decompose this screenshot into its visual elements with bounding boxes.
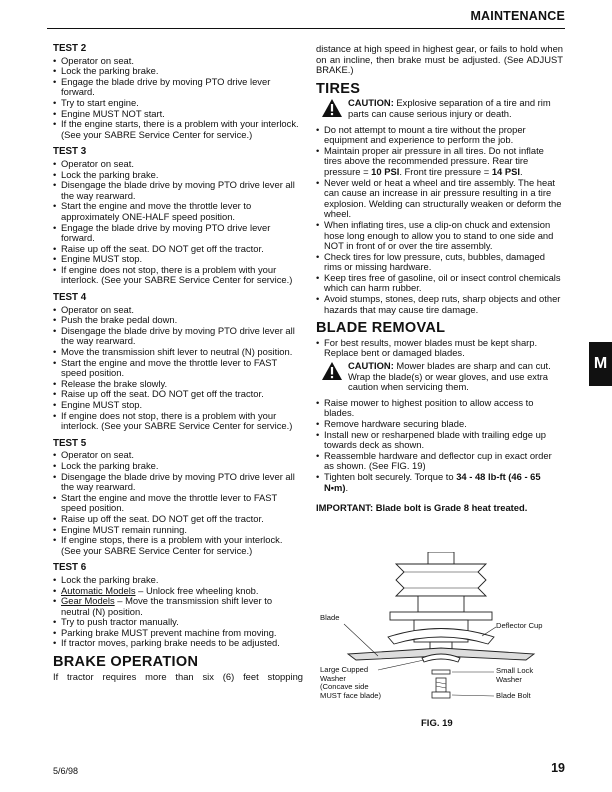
list-item: • If the engine starts, there is a problem with your interlock. (See your SABRE Service Center for service.) [53,119,303,140]
torque-value: 34 - 48 lb-ft (46 - 65 N•m) [324,470,541,493]
brake-operation-heading: BRAKE OPERATION [53,654,199,671]
list-item: • For best results, mower blades must be kept sharp. Replace bent or damaged blades. [316,338,563,359]
warning-triangle-icon [322,362,342,380]
tires-caution [316,98,563,119]
list-item: • When inflating tires, use a clip-on chuck and extension hose long enough to allow you to stand to one side and NOT in front of or over the tire assembly. [316,220,563,252]
list-item: • Release the brake slowly. [53,379,303,390]
list-item: • Try to start engine. [53,98,303,109]
list-item [316,472,563,493]
list-item: • Lock the parking brake. [53,66,303,77]
front-tire-pressure: 14 PSI [491,165,520,177]
list-item: • Engage the blade drive by moving PTO drive lever forward. [53,223,303,244]
list-item: • Disengage the blade drive by moving PTO drive lever all the way rearward. [53,472,303,493]
header-rule [47,28,565,29]
list-item [53,596,303,617]
label-line: Small Lock [496,666,534,675]
list-item: • Start the engine and move the throttle lever to FAST speed position. [53,493,303,514]
test6-heading: TEST 6 [53,562,87,574]
list-item: • Operator on seat. [53,159,303,170]
list-item: • Engage the blade drive by moving PTO drive lever forward. [53,77,303,98]
list-item: • Start the engine and move the throttle lever to FAST speed position. [53,358,303,379]
caution-text: Explosive separation of a tire and rim parts can cause serious injury or death. [348,97,551,119]
list-item: • Operator on seat. [53,305,303,316]
label-line: Washer [496,674,522,684]
gear-models-label: Gear Models [61,595,115,607]
list-item: • Lock the parking brake. [53,575,303,586]
list-item: • Raise up off the seat. DO NOT get off the tractor. [53,244,303,255]
list-item: • Parking brake MUST prevent machine from moving. [53,628,303,639]
automatic-models-text: – Unlock free wheeling knob. [135,584,259,596]
label-line: MUST face blade) [320,690,382,700]
blade-removal-heading: BLADE REMOVAL [316,320,446,337]
label-blade-bolt: Blade Bolt [496,691,531,700]
test3-heading: TEST 3 [53,146,87,158]
test2-heading: TEST 2 [53,43,87,54]
list-item: • If engine does not stop, there is a problem with your interlock. (See your SABRE Service Center for service.) [53,265,303,286]
caution-label: CAUTION: [348,360,394,372]
list-item: • Raise up off the seat. DO NOT get off the tractor. [53,514,303,525]
label-large-cupped-washer [320,666,381,700]
figure-19 [318,552,564,742]
page-number: 19 [551,761,565,775]
figure-caption: FIG. 19 [421,718,453,729]
label-line: Washer [320,673,346,683]
warning-triangle-icon [322,99,342,117]
list-item: • Engine MUST stop. [53,400,303,411]
list-item: • If engine stops, there is a problem with your interlock. (See your SABRE Service Center for service.) [53,535,303,556]
blade-list [316,398,563,493]
blade-caution [316,361,563,393]
test6-list [53,575,303,649]
list-item: • Lock the parking brake. [53,461,303,472]
rear-tire-pressure: 10 PSI [371,165,400,177]
list-item: • Never weld or heat a wheel and tire assembly. The heat can cause an increase in air pressure resulting in a tire explosion. Welding can structurally weaken or deform the wheel. [316,178,563,220]
test2-list [53,56,303,141]
torque-text: Tighten bolt securely. Torque to [324,470,457,482]
test5-heading: TEST 5 [53,437,87,449]
list-item: • Check tires for low pressure, cuts, bubbles, damaged rims or missing hardware. [316,252,563,273]
label-line: (Concave side [320,682,369,692]
list-item: • Engine MUST remain running. [53,525,303,536]
section-tab: M [589,342,612,386]
automatic-models-label: Automatic Models [61,584,136,596]
label-deflector-cup: Deflector Cup [496,621,543,630]
list-item: • Operator on seat. [53,450,303,461]
list-item [316,146,563,178]
test3-list [53,159,303,286]
list-item: • Install new or resharpened blade with trailing edge up towards deck as shown. [316,430,563,451]
list-item: • Move the transmission shift lever to neutral (N) position. [53,347,303,358]
brake-operation-continued: distance at high speed in highest gear, or fails to hold when on an incline, then brake must be adjusted. (See ADJUST BRAKE.) [316,43,563,76]
list-item: • Operator on seat. [53,56,303,67]
list-item: • Disengage the blade drive by moving PTO drive lever all the way rearward. [53,180,303,201]
right-column [316,44,563,514]
tire-pressure-text: . [519,165,523,177]
list-item: • If engine does not stop, there is a problem with your interlock. (See your SABRE Service Center for service.) [53,411,303,432]
test4-heading: TEST 4 [53,292,87,304]
list-item: • Raise up off the seat. DO NOT get off the tractor. [53,389,303,400]
footer-date: 5/6/98 [53,766,79,776]
list-item: • Keep tires free of gasoline, oil or insect control chemicals which can harm rubber. [316,273,563,294]
list-item: • Do not attempt to mount a tire without the proper equipment and experience to perform the job. [316,125,563,146]
left-column [53,44,303,682]
label-small-lock-washer [496,667,533,684]
list-item: • Raise mower to highest position to allow access to blades. [316,398,563,419]
list-item: • Try to push tractor manually. [53,617,303,628]
tire-pressure-text: . Front tire pressure = [399,165,492,177]
list-item: • Engine MUST stop. [53,254,303,265]
list-item: • Avoid stumps, stones, deep ruts, sharp objects and other hazards that may cause tire damage. [316,294,563,315]
list-item: • Push the brake pedal down. [53,315,303,326]
page-header-title: MAINTENANCE [470,9,565,23]
list-item: • Lock the parking brake. [53,170,303,181]
label-line: Large Cupped [320,665,369,674]
caution-text: Mower blades are sharp and can cut. Wrap the blade(s) or wear gloves, and use extra caution when servicing them. [348,360,551,393]
list-item: • Engine MUST NOT start. [53,109,303,120]
brake-operation-text: If tractor requires more than six (6) feet stopping [53,670,303,682]
list-item: • If tractor moves, parking brake needs to be adjusted. [53,638,303,649]
tires-heading: TIRES [316,80,361,97]
caution-label: CAUTION: [348,97,394,109]
label-blade: Blade [320,613,340,622]
list-item: • Remove hardware securing blade. [316,419,563,430]
test4-list [53,305,303,432]
list-item: • Start the engine and move the throttle lever to approximately ONE-HALF speed position. [53,201,303,222]
important-note: IMPORTANT: Blade bolt is Grade 8 heat treated. [316,502,528,514]
list-item: • Reassemble hardware and deflector cup in exact order as shown. (See FIG. 19) [316,451,563,472]
torque-text: . [345,481,349,493]
tire-pressure-text: Maintain proper air pressure in all tires. Do not inflate tires above the recommended pressure. Rear tire pressure = [324,144,544,177]
test5-list [53,450,303,556]
gear-models-text: – Move the transmission shift lever to neutral (N) position. [61,595,273,617]
blade-intro-list [316,338,563,359]
blade-assembly-diagram [318,552,564,732]
tires-list [316,125,563,316]
list-item: • Disengage the blade drive by moving PTO drive lever all the way rearward. [53,326,303,347]
